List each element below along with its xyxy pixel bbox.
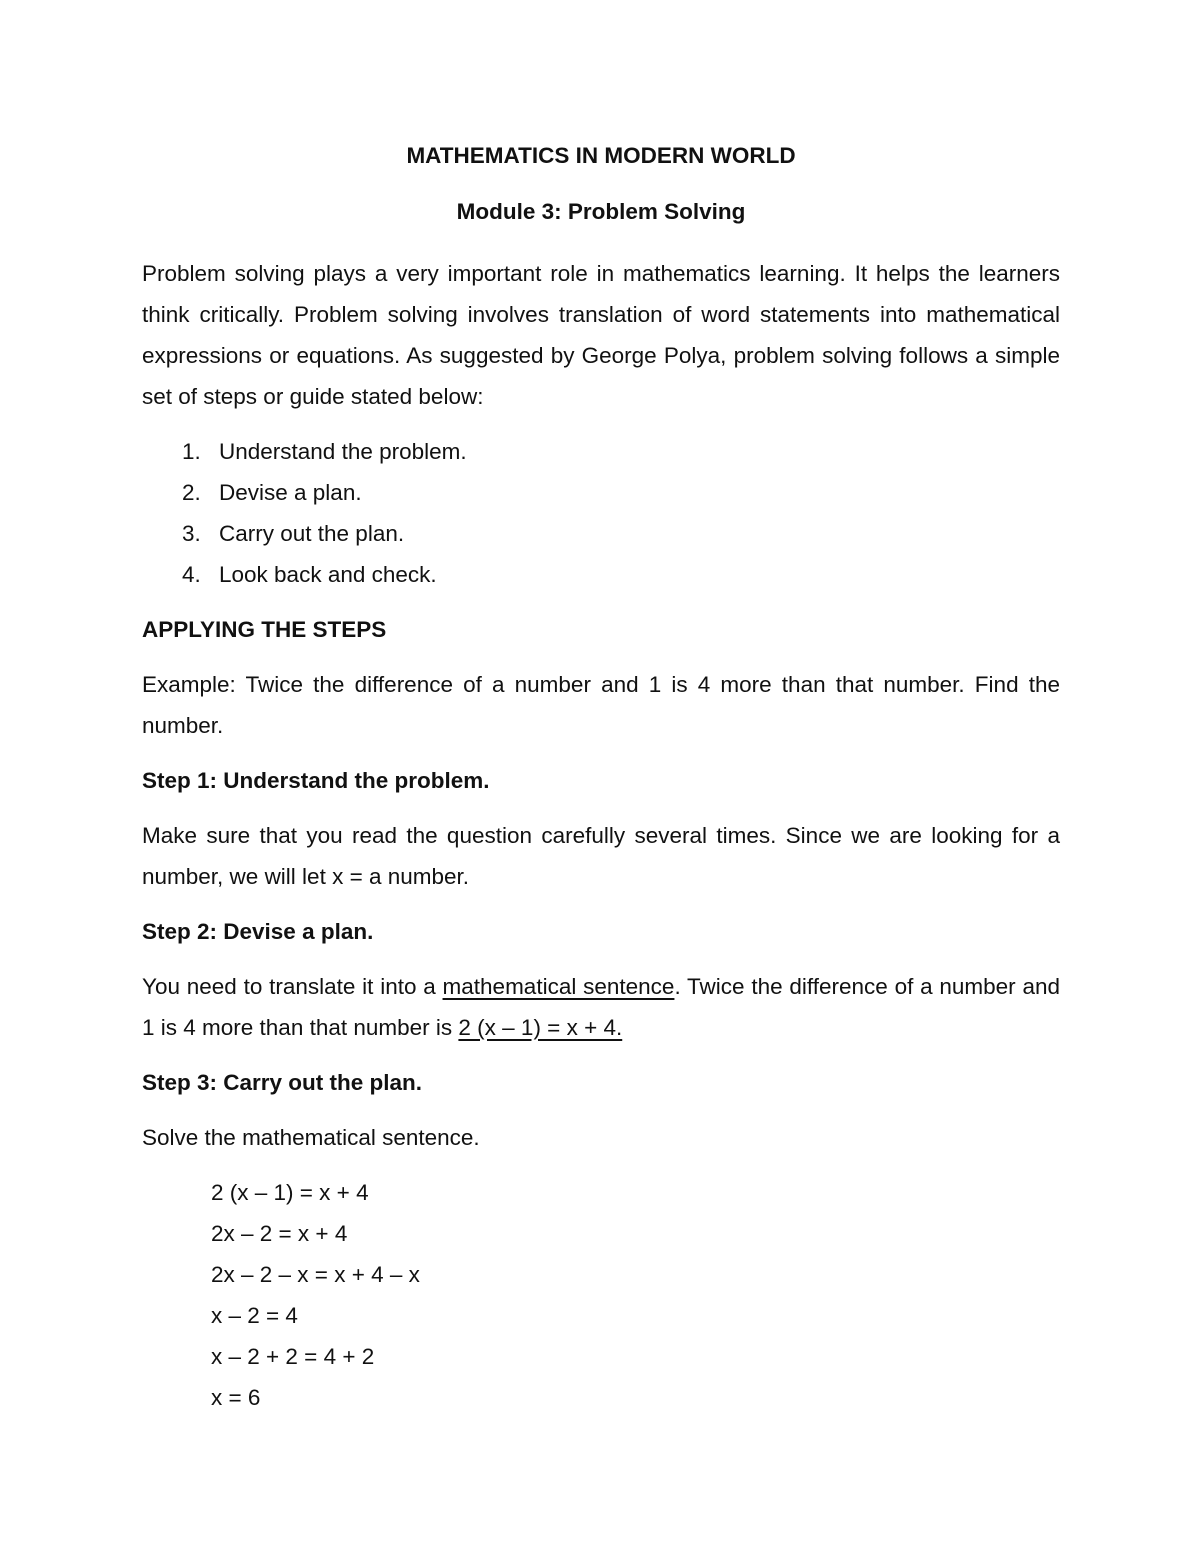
list-item — [142, 513, 1060, 554]
solution-equations — [142, 1172, 1060, 1418]
equation-line: x – 2 + 2 = 4 + 2 — [211, 1344, 375, 1369]
list-item-number: 4. — [182, 562, 201, 587]
list-item — [142, 472, 1060, 513]
page-content — [142, 142, 1060, 1418]
list-item — [142, 554, 1060, 595]
intro-paragraph: Problem solving plays a very important role in mathematics learning. It helps the learners think critically. Problem solving involves translation of word statements into mathematical expressions or equations. As suggested by George Polya, problem solving follows a simple set of steps or guide stated below: — [142, 261, 1060, 409]
step3-body: Solve the mathematical sentence. — [142, 1125, 480, 1150]
list-item-text: Carry out the plan. — [219, 521, 405, 546]
step2-equation: 2 (x – 1) = x + 4. — [458, 1015, 623, 1040]
list-item-number: 1. — [182, 439, 201, 464]
list-item — [142, 431, 1060, 472]
equation-line: 2x – 2 = x + 4 — [211, 1221, 348, 1246]
step1-heading: Step 1: Understand the problem. — [142, 768, 490, 793]
equation-line: 2 (x – 1) = x + 4 — [211, 1180, 369, 1205]
step1-body: Make sure that you read the question carefully several times. Since we are looking for a number, we will let x = a number. — [142, 823, 1060, 889]
step2-heading: Step 2: Devise a plan. — [142, 919, 374, 944]
applying-steps-heading: APPLYING THE STEPS — [142, 617, 387, 642]
list-item-text: Understand the problem. — [219, 439, 467, 464]
step2-body — [142, 966, 1060, 1048]
document-title: MATHEMATICS IN MODERN WORLD — [406, 143, 796, 168]
equation-line: x – 2 = 4 — [211, 1303, 298, 1328]
step3-heading: Step 3: Carry out the plan. — [142, 1070, 423, 1095]
step2-text-start: You need to translate it into a — [142, 974, 443, 999]
list-item-text: Look back and check. — [219, 562, 437, 587]
step2-text-middle: . Twice the difference of a number and 1 is 4 more than that number is — [142, 974, 1060, 1040]
equation-line: x = 6 — [211, 1385, 261, 1410]
example-paragraph: Example: Twice the difference of a number and 1 is 4 more than that number. Find the number. — [142, 672, 1060, 738]
list-item-number: 2. — [182, 480, 201, 505]
equation-line: 2x – 2 – x = x + 4 – x — [211, 1262, 420, 1287]
mathematical-sentence-term: mathematical sentence — [442, 974, 675, 999]
list-item-text: Devise a plan. — [219, 480, 362, 505]
list-item-number: 3. — [182, 521, 201, 546]
polya-steps-list — [142, 431, 1060, 595]
module-heading: Module 3: Problem Solving — [456, 199, 746, 224]
